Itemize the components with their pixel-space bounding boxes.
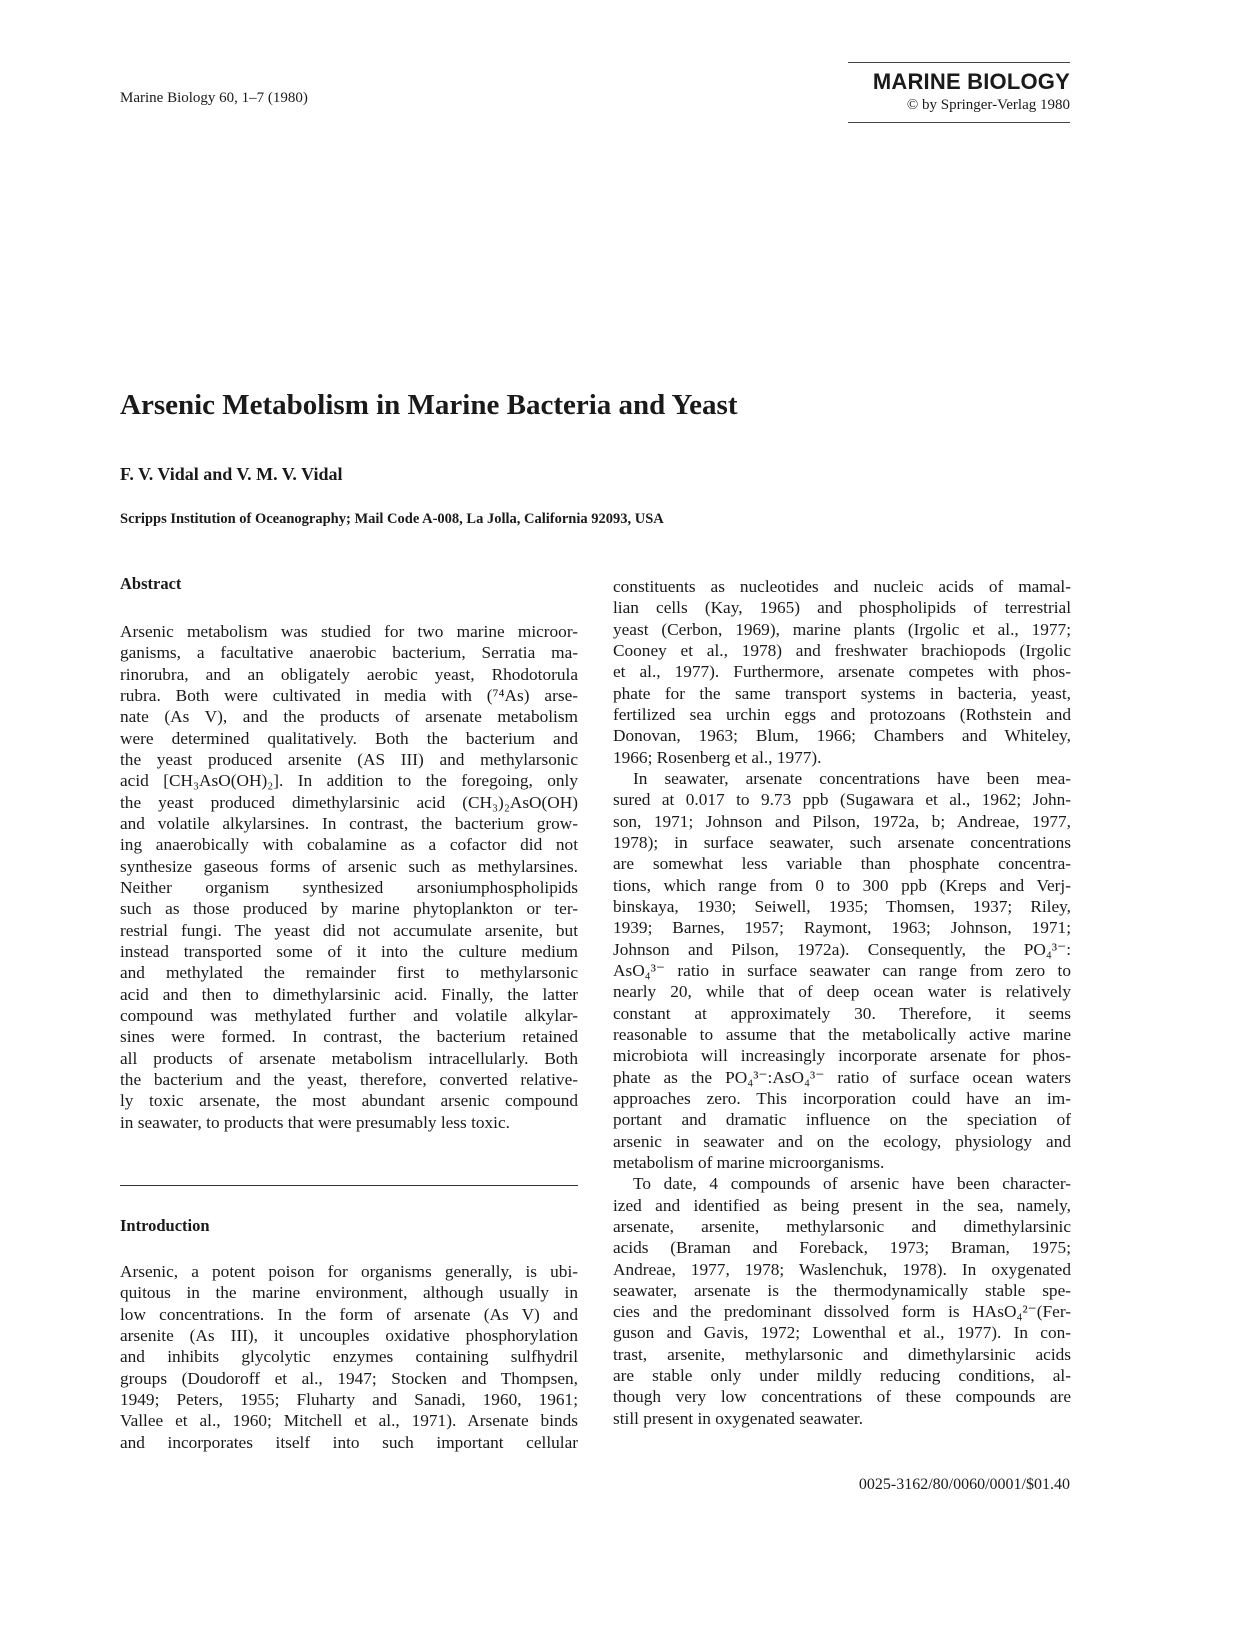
text-line: son, 1971; Johnson and Pilson, 1972a, b; Andreae, 1977, [613,811,1071,831]
text-line: cies and the predominant dissolved form is HAsO₄²⁻(Fer- [613,1302,1071,1322]
right-column-body [613,576,1071,1429]
abstract-body [120,621,578,1133]
article-code: 0025-3162/80/0060/0001/$01.40 [858,1476,1070,1493]
text-line: arsenic in seawater and on the ecology, physiology and [613,1131,1071,1151]
text-line: 1939; Barnes, 1957; Raymont, 1963; Johnson, 1971; [613,918,1071,938]
text-line: portant and dramatic influence on the speciation of [613,1110,1071,1130]
paper-title: Arsenic Metabolism in Marine Bacteria and Yeast [120,389,738,421]
text-line: sured at 0.017 to 9.73 ppb (Sugawara et al., 1962; John- [613,790,1071,810]
text-line: arsenite (As III), it uncouples oxidative phosphorylation [120,1325,578,1345]
text-line: yeast (Cerbon, 1969), marine plants (Irgolic et al., 1977; [613,619,1071,639]
text-line: groups (Doudoroff et al., 1947; Stocken and Thompsen, [120,1368,578,1388]
text-line: rinorubra, and an obligately aerobic yeast, Rhodotorula [120,664,578,684]
text-line: reasonable to assume that the metabolically active marine [613,1024,1071,1044]
text-line: phate for the same transport systems in bacteria, yeast, [613,683,1071,703]
text-line: 1978); in surface seawater, such arsenate concentrations [613,832,1071,852]
affiliation: Scripps Institution of Oceanography; Mail Code A-008, La Jolla, California 92093, USA [120,511,664,527]
text-line: and incorporates itself into such important cellular [120,1432,578,1452]
text-line: quitous in the marine environment, although usually in [120,1283,578,1303]
text-line: are somewhat less variable than phosphate concentra- [613,854,1071,874]
text-line: trast, arsenite, methylarsonic and dimethylarsinic acids [613,1344,1071,1364]
text-line: guson and Gavis, 1972; Lowenthal et al., 1977). In con- [613,1323,1071,1343]
text-line: seawater, arsenate is the thermodynamically stable spe- [613,1280,1071,1300]
text-line: ing anaerobically with cobalamine as a cofactor did not [120,835,578,855]
text-line: Andreae, 1977, 1978; Waslenchuk, 1978). In oxygenated [613,1259,1071,1279]
text-line: were determined qualitatively. Both the bacterium and [120,728,578,748]
text-line: ganisms, a facultative anaerobic bacterium, Serratia ma- [120,643,578,663]
text-line: tions, which range from 0 to 300 ppb (Kreps and Verj- [613,875,1071,895]
paragraph [120,621,578,1133]
introduction-body [120,1261,578,1453]
text-line: still present in oxygenated seawater. [613,1408,864,1428]
text-line: in seawater, to products that were presumably less toxic. [120,1112,510,1132]
text-line: ly toxic arsenate, the most abundant arsenic compound [120,1091,578,1111]
text-line: metabolism of marine microorganisms. [613,1152,885,1172]
text-line: nearly 20, while that of deep ocean water is relatively [613,982,1071,1002]
text-line: Arsenic metabolism was studied for two marine microor- [120,622,578,641]
text-line: In seawater, arsenate concentrations have been mea- [633,768,1071,788]
text-line: the yeast produced dimethylarsinic acid (CH₃)₂AsO(OH) [120,792,578,812]
text-line: constant at approximately 30. Therefore, it seems [613,1003,1071,1023]
text-line: Arsenic, a potent poison for organisms generally, is ubi- [120,1262,578,1281]
text-line: Neither organism synthesized arsoniumphospholipids [120,877,578,897]
text-line: Donovan, 1963; Blum, 1966; Chambers and Whiteley, [613,726,1071,746]
text-line: Johnson and Pilson, 1972a). Consequently, the PO₄³⁻: [613,939,1071,959]
text-line: microbiota will increasingly incorporate arsenate for phos- [613,1046,1071,1066]
text-line: low concentrations. In the form of arsenate (As V) and [120,1304,578,1324]
text-line: constituents as nucleotides and nucleic acids of mamal- [613,577,1071,596]
text-line: phate as the PO₄³⁻:AsO₄³⁻ ratio of surface ocean waters [613,1067,1071,1087]
copyright: © by Springer-Verlag 1980 [906,97,1070,113]
introduction-heading: Introduction [120,1216,210,1235]
text-line: acid and then to dimethylarsinic acid. Finally, the latter [120,984,578,1004]
paragraph [613,768,1071,1173]
authors: F. V. Vidal and V. M. V. Vidal [120,464,343,484]
text-line: and volatile alkylarsines. In contrast, the bacterium grow- [120,813,578,833]
text-line: approaches zero. This incorporation could have an im- [613,1088,1071,1108]
text-line: lian cells (Kay, 1965) and phospholipids of terrestrial [613,598,1071,618]
text-line: ized and identified as being present in the sea, namely, [613,1195,1071,1215]
text-line: compound was methylated further and volatile alkylar- [120,1005,578,1025]
text-line: rubra. Both were cultivated in media with (⁷⁴As) arse- [120,685,578,705]
text-line: AsO₄³⁻ ratio in surface seawater can range from zero to [613,960,1071,980]
text-line: 1966; Rosenberg et al., 1977). [613,747,822,767]
text-line: 1949; Peters, 1955; Fluharty and Sanadi, 1960, 1961; [120,1389,578,1409]
text-line: synthesize gaseous forms of arsenic such as methylarsines. [120,856,578,876]
text-line: and methylated the remainder first to methylarsonic [120,963,578,983]
text-line: Vallee et al., 1960; Mitchell et al., 1971). Arsenate binds [120,1411,578,1431]
journal-brand [848,62,1070,123]
text-line: instead transported some of it into the culture medium [120,941,578,961]
journal-citation: Marine Biology 60, 1–7 (1980) [120,90,308,106]
text-line: acids (Braman and Foreback, 1973; Braman, 1975; [613,1238,1071,1258]
text-line: arsenate, arsenite, methylarsonic and dimethylarsinic [613,1216,1071,1236]
paragraph [613,1173,1071,1429]
paragraph [613,576,1071,768]
divider [848,122,1070,123]
text-line: fertilized sea urchin eggs and protozoans (Rothstein and [613,704,1071,724]
text-line: though very low concentrations of these compounds are [613,1387,1071,1407]
text-line: et al., 1977). Furthermore, arsenate competes with phos- [613,662,1071,682]
text-line: all products of arsenate metabolism intracellularly. Both [120,1048,578,1068]
text-line: restrial fungi. The yeast did not accumulate arsenite, but [120,920,578,940]
text-line: the bacterium and the yeast, therefore, converted relative- [120,1069,578,1089]
text-line: nate (As V), and the products of arsenate metabolism [120,707,578,727]
journal-name: MARINE BIOLOGY [872,69,1070,94]
divider [848,62,1070,63]
text-line: the yeast produced arsenite (AS III) and methylarsonic [120,749,578,769]
paragraph [120,1261,578,1453]
abstract-heading: Abstract [120,574,182,593]
text-line: sines were formed. In contrast, the bacterium retained [120,1027,578,1047]
text-line: and inhibits glycolytic enzymes containing sulfhydril [120,1347,578,1367]
text-line: binskaya, 1930; Seiwell, 1935; Thomsen, 1937; Riley, [613,896,1071,916]
text-line: are stable only under mildly reducing conditions, al- [613,1366,1071,1386]
text-line: To date, 4 compounds of arsenic have been character- [633,1174,1071,1194]
text-line: such as those produced by marine phytoplankton or ter- [120,899,578,919]
text-line: acid [CH₃AsO(OH)₂]. In addition to the foregoing, only [120,771,578,791]
text-line: Cooney et al., 1978) and freshwater brachiopods (Irgolic [613,640,1071,660]
section-divider [120,1185,578,1186]
